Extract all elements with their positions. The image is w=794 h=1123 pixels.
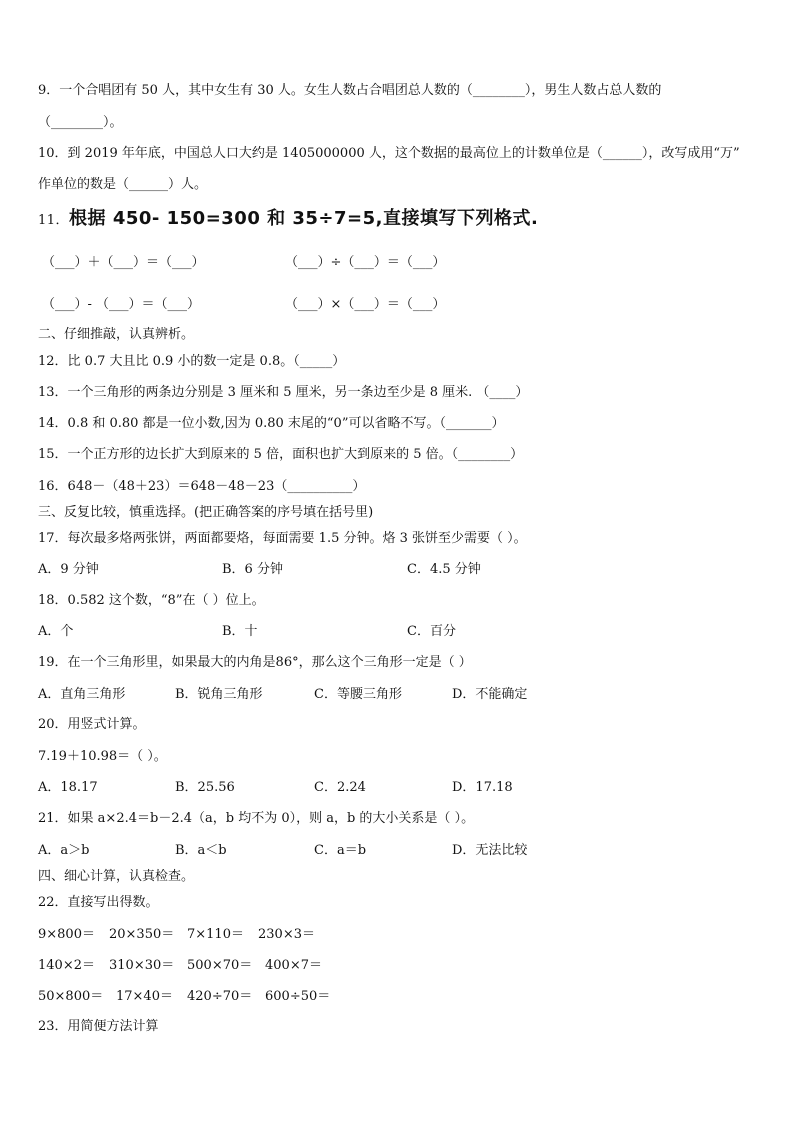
- q19-option-a: A．直角三角形: [38, 687, 126, 702]
- section-3-heading: 三、反复比较，慎重选择。(把正确答案的序号填在括号里): [38, 505, 374, 520]
- question-10-line-2: 作单位的数是（______）人。: [38, 177, 208, 192]
- question-16: 16．648－（48＋23）＝648－48－23（__________）: [38, 479, 366, 494]
- section-4-heading: 四、细心计算，认真检查。: [38, 869, 195, 884]
- q20-option-b: B．25.56: [175, 780, 235, 795]
- section-2-heading: 二、仔细推敲，认真辨析。: [38, 327, 195, 342]
- q17-option-b: B．6 分钟: [222, 562, 283, 577]
- question-10-line-1: 10．到 2019 年年底，中国总人口大约是 1405000000 人，这个数据的最高位上的计数单位是（______），改写成用“万”: [38, 146, 740, 161]
- calc-item: 9×800＝: [38, 927, 95, 942]
- question-11-number: 11．: [38, 213, 70, 228]
- q19-option-d: D．不能确定: [452, 687, 528, 702]
- calc-item: 400×7＝: [265, 958, 322, 973]
- q11-row1-addition: （___）＋（___）＝（___）: [42, 255, 205, 270]
- question-13: 13．一个三角形的两条边分别是 3 厘米和 5 厘米，另一条边至少是 8 厘米. （____）: [38, 385, 529, 400]
- calc-item: 310×30＝: [109, 958, 175, 973]
- question-21: 21．如果 a×2.4＝b－2.4（a，b 均不为 0），则 a，b 的大小关系是（ ）。: [38, 811, 475, 826]
- q21-option-c: C．a＝b: [314, 843, 367, 858]
- question-17: 17．每次最多烙两张饼，两面都要烙，每面需要 1.5 分钟。烙 3 张饼至少需要（ ）。: [38, 531, 527, 546]
- q18-option-c: C．百分: [407, 624, 456, 639]
- q11-row1-division: （___）÷（___）＝（___）: [285, 255, 446, 270]
- q17-option-c: C．4.5 分钟: [407, 562, 481, 577]
- question-11-text: 根据 450- 150=300 和 35÷7=5,直接填写下列格式.: [69, 208, 539, 229]
- question-14: 14．0.8 和 0.80 都是一位小数,因为 0.80 末尾的“0”可以省略不写。（_______）: [38, 416, 505, 431]
- question-18: 18．0.582 这个数，“8”在（ ）位上。: [38, 593, 265, 608]
- calc-item: 7×110＝: [187, 927, 244, 942]
- calc-item: 50×800＝: [38, 989, 104, 1004]
- question-11: [38, 210, 538, 230]
- calc-item: 500×70＝: [187, 958, 253, 973]
- question-9-line-2: （________）。: [38, 115, 123, 130]
- question-9-line-1: 9．一个合唱团有 50 人，其中女生有 30 人。女生人数占合唱团总人数的（________），男生人数占总人数的: [38, 83, 662, 98]
- calc-item: 230×3＝: [258, 927, 315, 942]
- q20-option-c: C．2.24: [314, 780, 366, 795]
- q21-option-b: B．a＜b: [175, 843, 227, 858]
- question-20: 20．用竖式计算。: [38, 717, 146, 732]
- q11-row2-multiplication: （___）×（___）＝（___）: [285, 297, 446, 312]
- q19-option-b: B．锐角三角形: [175, 687, 263, 702]
- question-15: 15．一个正方形的边长扩大到原来的 5 倍，面积也扩大到原来的 5 倍。（________）: [38, 447, 524, 462]
- calc-item: 420÷70＝: [187, 989, 253, 1004]
- q20-option-a: A．18.17: [38, 780, 98, 795]
- question-22: 22．直接写出得数。: [38, 895, 159, 910]
- question-23: 23．用简便方法计算: [38, 1019, 159, 1034]
- question-12: 12．比 0.7 大且比 0.9 小的数一定是 0.8。（_____）: [38, 354, 346, 369]
- question-20-expression: 7.19＋10.98＝（ ）。: [38, 749, 167, 764]
- calc-item: 17×40＝: [116, 989, 173, 1004]
- calc-item: 140×2＝: [38, 958, 95, 973]
- calc-item: 600÷50＝: [265, 989, 331, 1004]
- q19-option-c: C．等腰三角形: [314, 687, 402, 702]
- q21-option-d: D．无法比较: [452, 843, 528, 858]
- q18-option-a: A．个: [38, 624, 74, 639]
- q17-option-a: A．9 分钟: [38, 562, 99, 577]
- question-19: 19．在一个三角形里，如果最大的内角是86°，那么这个三角形一定是（ ）: [38, 655, 472, 670]
- q21-option-a: A．a＞b: [38, 843, 90, 858]
- q11-row2-subtraction: （___）- （___）＝（___）: [42, 297, 201, 312]
- q18-option-b: B．十: [222, 624, 258, 639]
- q20-option-d: D．17.18: [452, 780, 513, 795]
- calc-item: 20×350＝: [109, 927, 175, 942]
